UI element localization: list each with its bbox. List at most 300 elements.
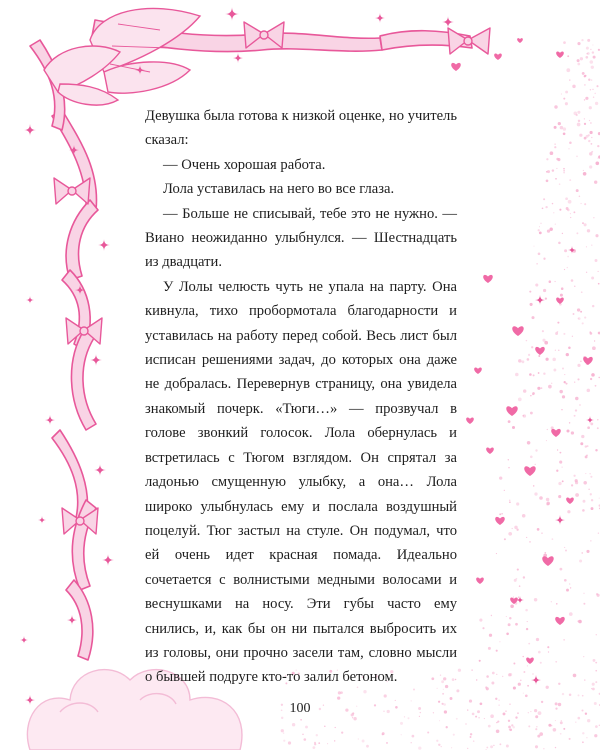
glitter-dot bbox=[563, 333, 565, 335]
glitter-dot bbox=[535, 449, 537, 451]
glitter-dot bbox=[547, 170, 550, 173]
glitter-dot bbox=[508, 467, 510, 469]
glitter-dot bbox=[471, 669, 472, 670]
glitter-dot bbox=[563, 639, 564, 640]
glitter-dot bbox=[579, 560, 582, 563]
glitter-dot bbox=[482, 627, 484, 629]
glitter-dot bbox=[560, 294, 563, 297]
glitter-dot bbox=[492, 672, 495, 675]
glitter-dot bbox=[588, 140, 590, 142]
glitter-dot bbox=[590, 49, 591, 50]
glitter-dot bbox=[453, 734, 455, 736]
heart-icon bbox=[512, 326, 523, 336]
paragraph: У Лолы челюсть чуть не упала на парту. Она кивнула, тихо пробормотала благодарности и уставилась на работу перед собой. Весь лист был исписан решениями задач, до которых она даже не добралась. Перевернув страницу, она увидела знакомый почерк. «Тюги…» — прозвучал в голове звонкий голосок. Лола обернулась и встретилась с Тюгом взглядом. Он спрятал за ладонью смущенную улыбку, а она… Лола широко улыбнулась ему и послала воздушный поцелуй. Тюг застыл на стуле. Он подумал, что ей очень идет красная помада. Идеально сочетается с волнистыми медными волосами и веснушками на носу. Эти губы часто ему снились, и, как бы он ни пытался выбросить их из головы, они прочно засели там, словно мысли о бывшей подруге кто-то залил бетоном. bbox=[145, 278, 457, 686]
glitter-dot bbox=[302, 734, 303, 735]
glitter-dot bbox=[577, 42, 580, 45]
glitter-dot bbox=[561, 720, 562, 721]
glitter-dot bbox=[561, 409, 562, 410]
glitter-dot bbox=[569, 422, 570, 423]
sparkle-icon bbox=[225, 7, 239, 21]
glitter-dot bbox=[572, 336, 573, 337]
glitter-dot bbox=[575, 409, 577, 411]
sparkle-icon bbox=[67, 615, 77, 625]
glitter-dot bbox=[516, 578, 518, 580]
glitter-dot bbox=[571, 484, 573, 486]
glitter-dot bbox=[535, 745, 538, 748]
glitter-dot bbox=[529, 373, 532, 376]
glitter-dot bbox=[352, 717, 353, 718]
glitter-dot bbox=[532, 673, 534, 675]
glitter-dot bbox=[563, 728, 565, 730]
glitter-dot bbox=[539, 226, 540, 227]
glitter-dot bbox=[597, 427, 599, 429]
glitter-dot bbox=[506, 633, 509, 636]
glitter-dot bbox=[543, 198, 545, 200]
glitter-dot bbox=[569, 738, 571, 740]
glitter-dot bbox=[595, 449, 597, 451]
glitter-dot bbox=[571, 279, 574, 282]
glitter-dot bbox=[589, 152, 592, 155]
glitter-dot bbox=[587, 39, 590, 42]
glitter-dot bbox=[589, 331, 591, 333]
glitter-dot bbox=[581, 435, 584, 438]
glitter-dot bbox=[489, 634, 492, 637]
glitter-dot bbox=[560, 733, 562, 735]
glitter-dot bbox=[591, 499, 593, 501]
glitter-dot bbox=[584, 99, 585, 100]
sparkle-icon bbox=[535, 295, 545, 305]
glitter-dot bbox=[579, 404, 580, 405]
glitter-dot bbox=[341, 731, 343, 733]
glitter-dot bbox=[540, 662, 542, 664]
glitter-dot bbox=[527, 621, 528, 622]
glitter-dot bbox=[504, 538, 506, 540]
glitter-dot bbox=[584, 679, 585, 680]
glitter-dot bbox=[577, 123, 581, 127]
paragraph: Девушка была готова к низкой оценке, но учитель сказал: bbox=[145, 108, 457, 149]
glitter-dot bbox=[496, 553, 497, 554]
glitter-dot bbox=[594, 181, 597, 184]
glitter-dot bbox=[470, 733, 472, 735]
glitter-dot bbox=[556, 168, 557, 169]
glitter-dot bbox=[592, 346, 596, 350]
glitter-dot bbox=[593, 659, 596, 662]
glitter-dot bbox=[585, 75, 587, 77]
glitter-dot bbox=[589, 120, 590, 121]
glitter-dot bbox=[441, 746, 442, 747]
glitter-dot bbox=[540, 223, 541, 224]
paragraph: — Очень хорошая работа. bbox=[163, 156, 326, 173]
glitter-dot bbox=[569, 179, 571, 181]
glitter-dot bbox=[555, 178, 557, 180]
glitter-dot bbox=[499, 476, 502, 479]
glitter-dot bbox=[585, 97, 588, 100]
glitter-dot bbox=[559, 209, 561, 211]
glitter-dot bbox=[555, 720, 556, 721]
glitter-dot bbox=[575, 481, 578, 484]
glitter-dot bbox=[488, 725, 491, 728]
glitter-dot bbox=[595, 234, 598, 237]
glitter-dot bbox=[587, 229, 590, 232]
glitter-dot bbox=[526, 340, 527, 341]
heart-icon bbox=[483, 275, 493, 283]
glitter-dot bbox=[592, 89, 593, 90]
glitter-dot bbox=[593, 217, 594, 218]
glitter-dot bbox=[451, 747, 452, 748]
glitter-dot bbox=[491, 682, 494, 685]
glitter-dot bbox=[582, 322, 584, 324]
glitter-dot bbox=[509, 501, 511, 503]
glitter-dot bbox=[520, 680, 522, 682]
glitter-dot bbox=[592, 305, 594, 307]
glitter-dot bbox=[436, 740, 438, 742]
glitter-dot bbox=[569, 612, 573, 616]
glitter-dot bbox=[590, 378, 592, 380]
glitter-dot bbox=[596, 634, 597, 635]
heart-icon bbox=[506, 406, 517, 416]
glitter-dot bbox=[551, 383, 552, 384]
glitter-dot bbox=[496, 730, 500, 734]
heart-icon bbox=[555, 617, 565, 625]
glitter-dot bbox=[547, 229, 550, 232]
sparkle-icon bbox=[38, 516, 46, 524]
heart-icon bbox=[451, 63, 461, 71]
glitter-dot bbox=[587, 426, 590, 429]
glitter-dot bbox=[598, 271, 599, 272]
glitter-dot bbox=[517, 569, 519, 571]
glitter-dot bbox=[303, 738, 306, 741]
glitter-dot bbox=[533, 374, 535, 376]
glitter-dot bbox=[573, 674, 577, 678]
glitter-dot bbox=[584, 118, 585, 119]
glitter-dot bbox=[586, 445, 588, 447]
glitter-dot bbox=[555, 350, 556, 351]
glitter-dot bbox=[574, 415, 576, 417]
glitter-dot bbox=[591, 277, 594, 280]
heart-icon bbox=[474, 368, 482, 374]
glitter-dot bbox=[598, 283, 600, 285]
glitter-dot bbox=[543, 748, 544, 749]
glitter-dot bbox=[530, 395, 531, 396]
glitter-dot bbox=[541, 532, 542, 533]
glitter-dot bbox=[561, 93, 562, 94]
glitter-dot bbox=[554, 281, 555, 282]
glitter-dot bbox=[442, 693, 444, 695]
glitter-dot bbox=[327, 743, 328, 744]
glitter-dot bbox=[281, 717, 283, 719]
glitter-dot bbox=[438, 744, 440, 746]
glitter-dot bbox=[594, 340, 595, 341]
glitter-dot bbox=[313, 746, 316, 749]
glitter-dot bbox=[557, 449, 558, 450]
glitter-dot bbox=[586, 47, 589, 50]
glitter-dot bbox=[527, 685, 529, 687]
glitter-dot bbox=[508, 459, 509, 460]
glitter-dot bbox=[523, 389, 526, 392]
glitter-dot bbox=[502, 676, 503, 677]
glitter-dot bbox=[473, 740, 475, 742]
glitter-dot bbox=[559, 390, 562, 393]
glitter-dot bbox=[567, 267, 568, 268]
glitter-dot bbox=[578, 717, 581, 720]
glitter-dot bbox=[589, 106, 592, 109]
glitter-dot bbox=[571, 431, 574, 434]
glitter-dot bbox=[527, 358, 530, 361]
glitter-dot bbox=[509, 729, 511, 731]
sparkle-icon bbox=[555, 515, 565, 525]
glitter-dot bbox=[508, 623, 511, 626]
heart-icon bbox=[495, 517, 505, 525]
glitter-dot bbox=[595, 102, 598, 105]
glitter-dot bbox=[576, 155, 578, 157]
glitter-dot bbox=[595, 670, 597, 672]
glitter-dot bbox=[569, 141, 572, 144]
glitter-dot bbox=[552, 358, 556, 362]
glitter-dot bbox=[550, 151, 554, 155]
glitter-dot bbox=[525, 694, 528, 697]
glitter-dot bbox=[552, 169, 554, 171]
glitter-dot bbox=[546, 179, 549, 182]
glitter-dot bbox=[580, 360, 582, 362]
glitter-dot bbox=[538, 229, 540, 231]
glitter-dot bbox=[558, 122, 561, 125]
glitter-dot bbox=[522, 514, 526, 518]
glitter-dot bbox=[543, 258, 545, 260]
glitter-dot bbox=[523, 671, 525, 673]
glitter-dot bbox=[580, 311, 582, 313]
glitter-dot bbox=[591, 137, 592, 138]
glitter-dot bbox=[554, 143, 555, 144]
glitter-dot bbox=[456, 689, 459, 692]
glitter-dot bbox=[565, 91, 568, 94]
glitter-dot bbox=[523, 576, 525, 578]
glitter-dot bbox=[283, 740, 285, 742]
glitter-dot bbox=[518, 597, 519, 598]
glitter-dot bbox=[597, 419, 598, 420]
glitter-dot bbox=[318, 742, 320, 744]
glitter-dot bbox=[598, 533, 599, 534]
glitter-dot bbox=[305, 726, 308, 729]
glitter-dot bbox=[465, 723, 467, 725]
glitter-dot bbox=[573, 111, 577, 115]
sparkle-icon bbox=[94, 464, 106, 476]
glitter-dot bbox=[501, 513, 503, 515]
sparkle-icon bbox=[102, 554, 114, 566]
glitter-dot bbox=[591, 66, 594, 69]
glitter-dot bbox=[526, 537, 527, 538]
glitter-dot bbox=[496, 674, 497, 675]
glitter-dot bbox=[563, 98, 565, 100]
glitter-dot bbox=[563, 132, 566, 135]
page-number: 100 bbox=[289, 701, 311, 716]
fairy-wing-icon bbox=[44, 8, 200, 105]
glitter-dot bbox=[314, 742, 316, 744]
glitter-dot bbox=[577, 63, 580, 66]
glitter-dot bbox=[411, 742, 412, 743]
sparkle-icon bbox=[98, 239, 110, 251]
glitter-dot bbox=[456, 718, 458, 720]
glitter-dot bbox=[546, 686, 549, 689]
glitter-dot bbox=[559, 461, 562, 464]
glitter-dot bbox=[535, 728, 537, 730]
body-text bbox=[145, 104, 457, 690]
glitter-dot bbox=[590, 60, 594, 64]
glitter-dot bbox=[334, 740, 335, 741]
glitter-dot bbox=[439, 720, 440, 721]
glitter-dot bbox=[300, 719, 302, 721]
sparkle-icon bbox=[90, 354, 102, 366]
glitter-dot bbox=[562, 367, 564, 369]
glitter-dot bbox=[543, 289, 546, 292]
heart-icon bbox=[476, 578, 484, 584]
glitter-dot bbox=[580, 442, 583, 445]
glitter-dot bbox=[584, 123, 586, 125]
glitter-dot bbox=[592, 683, 595, 686]
glitter-dot bbox=[565, 197, 568, 200]
glitter-dot bbox=[578, 317, 581, 320]
glitter-dot bbox=[535, 283, 538, 286]
heart-icon bbox=[451, 38, 593, 664]
glitter-dot bbox=[568, 346, 571, 349]
glitter-dot bbox=[595, 259, 598, 262]
glitter-dot bbox=[562, 395, 565, 398]
heart-icon bbox=[583, 357, 593, 365]
glitter-dot bbox=[591, 244, 592, 245]
heart-icon bbox=[486, 448, 494, 454]
glitter-dot bbox=[557, 322, 559, 324]
glitter-dot bbox=[545, 206, 547, 208]
glitter-dot bbox=[534, 598, 537, 601]
glitter-dot bbox=[324, 725, 326, 727]
glitter-dot bbox=[506, 745, 509, 748]
glitter-dot bbox=[518, 398, 522, 402]
glitter-dot bbox=[563, 172, 565, 174]
glitter-dot bbox=[564, 374, 565, 375]
glitter-dot bbox=[577, 378, 579, 380]
glitter-dot bbox=[337, 696, 340, 699]
heart-icon bbox=[551, 429, 561, 437]
glitter-dot bbox=[565, 383, 567, 385]
glitter-dot bbox=[558, 242, 561, 245]
glitter-dot bbox=[538, 252, 541, 255]
glitter-dot bbox=[566, 429, 569, 432]
glitter-dot bbox=[555, 747, 556, 748]
glitter-dot bbox=[583, 500, 586, 503]
glitter-dot bbox=[576, 189, 579, 192]
glitter-dot bbox=[577, 59, 580, 62]
heart-icon bbox=[494, 54, 502, 60]
glitter-dot bbox=[586, 737, 587, 738]
paragraph: — Больше не списывай, тебе это не нужно. — Виано неожиданно улыбнулся. — Шестнадцать из двадцати. bbox=[145, 205, 457, 271]
glitter-dot bbox=[590, 540, 591, 541]
glitter-dot bbox=[593, 96, 594, 97]
heart-icon bbox=[542, 556, 553, 566]
glitter-dot bbox=[546, 358, 549, 361]
glitter-dot bbox=[561, 466, 562, 467]
glitter-dot bbox=[450, 697, 453, 700]
glitter-dot bbox=[590, 423, 593, 426]
glitter-dot bbox=[400, 722, 403, 725]
glitter-dot bbox=[490, 745, 493, 748]
glitter-dot bbox=[546, 498, 549, 501]
glitter-dot bbox=[544, 552, 546, 554]
glitter-dot bbox=[470, 736, 472, 738]
glitter-dot bbox=[523, 693, 524, 694]
glitter-dot bbox=[560, 452, 562, 454]
glitter-dot bbox=[525, 609, 528, 612]
glitter-dot bbox=[578, 120, 580, 122]
glitter-dot bbox=[580, 203, 581, 204]
glitter-dot bbox=[590, 476, 592, 478]
glitter-dot bbox=[569, 693, 572, 696]
glitter-dot bbox=[582, 695, 584, 697]
glitter-dot bbox=[560, 126, 564, 130]
glitter-dot bbox=[586, 135, 589, 138]
glitter-dot bbox=[486, 747, 488, 749]
glitter-dot bbox=[555, 661, 557, 663]
glitter-dot bbox=[596, 85, 598, 87]
glitter-dot bbox=[539, 496, 543, 500]
glitter-dot bbox=[584, 317, 586, 319]
glitter-dot bbox=[509, 617, 511, 619]
glitter-dot bbox=[518, 359, 521, 362]
glitter-dot bbox=[564, 249, 567, 252]
glitter-dot bbox=[586, 246, 587, 247]
glitter-dot bbox=[418, 746, 421, 749]
glitter-dot bbox=[508, 420, 511, 423]
glitter-dot bbox=[538, 372, 540, 374]
glitter-dot bbox=[583, 170, 584, 171]
glitter-dot bbox=[565, 550, 567, 552]
glitter-dot bbox=[353, 717, 356, 720]
glitter-dot bbox=[515, 373, 519, 377]
glitter-dot bbox=[543, 372, 545, 374]
glitter-dot bbox=[553, 212, 554, 213]
glitter-dot bbox=[578, 620, 582, 624]
glitter-dot bbox=[539, 232, 542, 235]
glitter-dot bbox=[567, 55, 569, 57]
glitter-dot bbox=[572, 85, 575, 88]
glitter-dot bbox=[552, 203, 553, 204]
glitter-dot bbox=[496, 650, 498, 652]
glitter-dot bbox=[597, 594, 600, 597]
glitter-dot bbox=[569, 79, 570, 80]
glitter-dot bbox=[491, 615, 492, 616]
glitter-dot bbox=[556, 603, 557, 604]
heart-icon bbox=[466, 418, 474, 424]
glitter-dot bbox=[587, 389, 591, 393]
glitter-dot bbox=[565, 102, 568, 105]
glitter-dot bbox=[573, 313, 575, 315]
glitter-dot bbox=[566, 207, 569, 210]
sparkle-icon bbox=[45, 415, 55, 425]
glitter-dot bbox=[553, 728, 557, 732]
glitter-dot bbox=[590, 131, 593, 134]
glitter-dot bbox=[401, 734, 402, 735]
glitter-dot bbox=[548, 651, 549, 652]
glitter-dot bbox=[528, 643, 530, 645]
heart-icon bbox=[517, 38, 523, 43]
glitter-dot bbox=[564, 269, 565, 270]
glitter-dot bbox=[577, 111, 580, 114]
glitter-dot bbox=[575, 722, 576, 723]
sparkle-icon bbox=[375, 13, 385, 23]
glitter-dot bbox=[590, 89, 591, 90]
glitter-dot bbox=[552, 538, 554, 540]
glitter-dot bbox=[530, 455, 533, 458]
glitter-dot bbox=[458, 669, 461, 672]
glitter-dot bbox=[562, 693, 564, 695]
